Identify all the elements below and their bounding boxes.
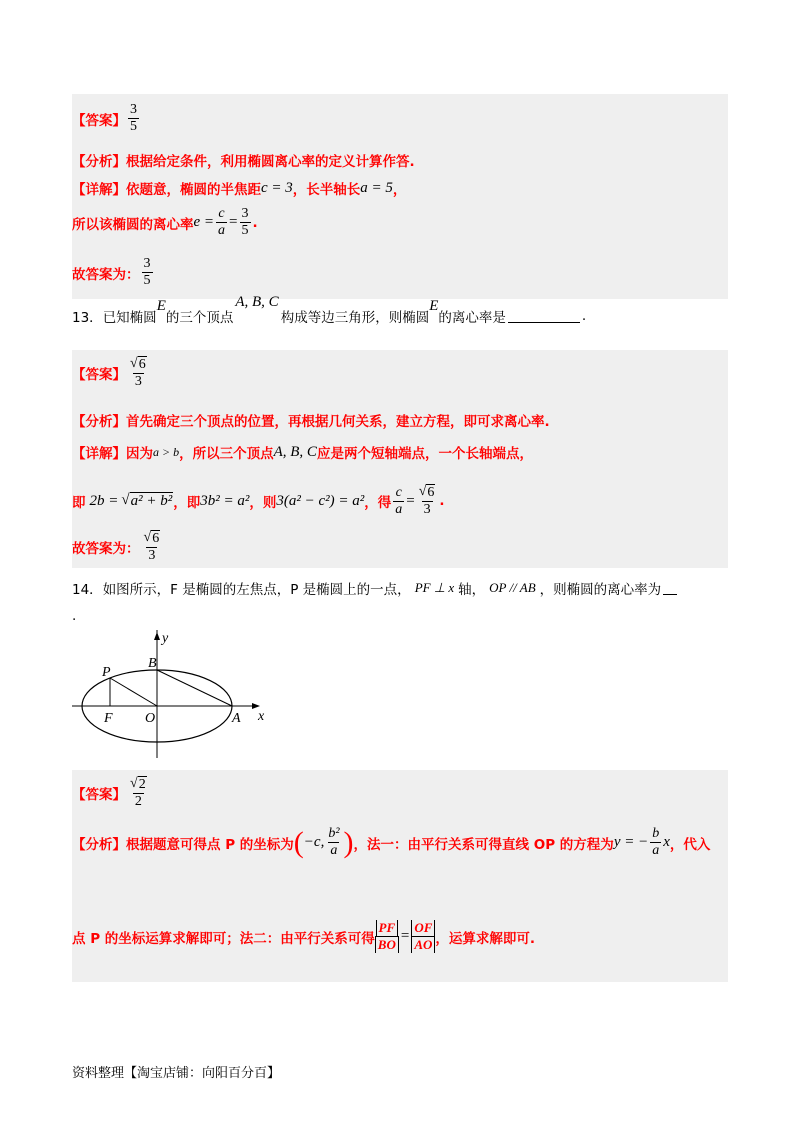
label-a: A [232, 711, 241, 726]
label-b: B [148, 656, 157, 671]
label-p: P [102, 665, 111, 680]
analysis-line: 【分析】 根据题意可得点 P 的坐标为 ( −c, $\frac{\text{b²}}{a}$ ) ，法一：由平行关系可得直线 OP 的方程为 y = − $\frac{b}{a}$ x ，代入 [72, 825, 711, 859]
op-segment [110, 678, 157, 706]
analysis-line: 【分析】 根据给定条件，利用椭圆离心率的定义计算作答. [72, 154, 415, 170]
detail-line-2: 即 2b = √ a² + b² ，即 3b² = a² ，则 3(a² − c²) = a² ，得 $\frac{c}{a}$ = √ 6 3 . [72, 484, 445, 517]
footer: 资料整理【淘宝店铺：向阳百分百】 [72, 1066, 281, 1081]
answer-box-12 [72, 94, 728, 299]
question-13: 13． 已知椭圆 E 的三个顶点 A, B, C 构成等边三角形，则椭圆 E 的离心率是 . [72, 293, 587, 326]
answer-line: 【答案】 √ 6 3 [72, 356, 146, 389]
answer-fraction: $\frac{3}{5}$ [130, 102, 137, 134]
conclusion-line: 故答案为： $\frac{3}{5}$ [72, 256, 151, 288]
answer-line [72, 102, 141, 135]
label-y: y [162, 631, 169, 646]
answer-box-13 [72, 350, 728, 568]
analysis-line-2: 点 P 的坐标运算求解即可；法二：由平行关系可得 $\frac{PF}{BO}$ = $\frac{OF}{AO}$ ，运算求解即可. [72, 920, 536, 952]
answer-line: 【答案】 √ 2 2 [72, 776, 146, 809]
analysis-line: 【分析】 首先确定三个顶点的位置，再根据几何关系，建立方程，即可求离心率. [72, 414, 550, 430]
question-14: 14． 如图所示，F 是椭圆的左焦点，P 是椭圆上的一点， PF ⊥ x 轴， OP // AB ，则椭圆的离心率为 [72, 578, 679, 598]
label-x: x [258, 709, 265, 724]
label-o: O [145, 711, 156, 726]
ab-segment [157, 670, 232, 706]
conclusion-line: 故答案为： √ 6 3 [72, 530, 160, 563]
answer-box-14 [72, 770, 728, 982]
label-f: F [104, 711, 113, 726]
detail-line: 【详解】 因为 a > b ，所以三个顶点 A, B, C 应是两个短轴端点，一个长轴端点， [72, 443, 533, 462]
answer-blank [663, 582, 677, 595]
y-axis-arrow-icon [154, 632, 160, 640]
detail-line: 【详解】 依题意，椭圆的半焦距 c = 3 ，长半轴长 a = 5 ， [72, 179, 407, 198]
question-14-dot: . [72, 608, 77, 624]
answer-label: 【答案】 [72, 112, 126, 129]
detail-line-2: 所以该椭圆的离心率 e = $\frac{c}{a}$ = $\frac{3}{5}$ . [72, 206, 258, 238]
answer-blank [508, 310, 580, 323]
ellipse-figure [72, 630, 282, 760]
